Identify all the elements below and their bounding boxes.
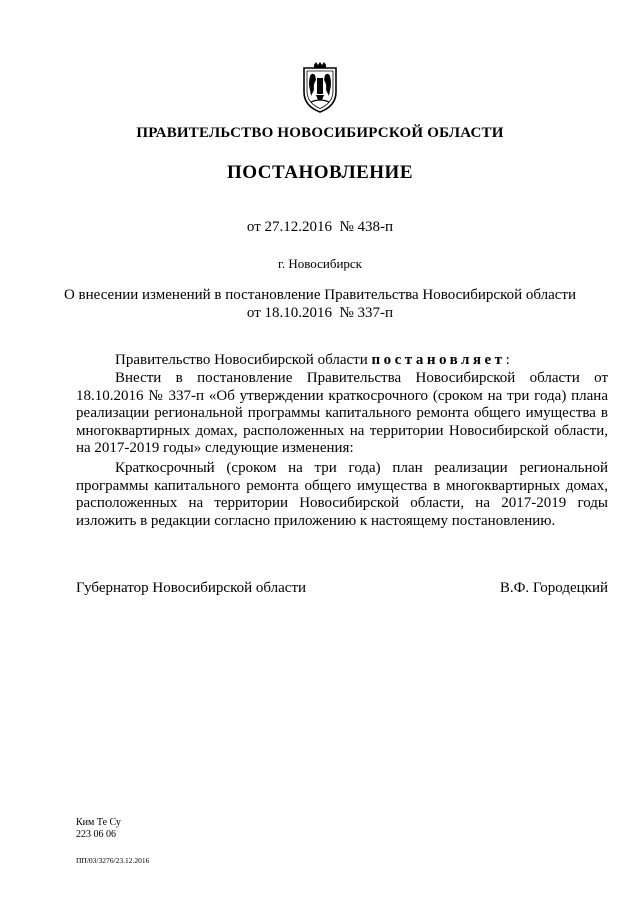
city: г. Новосибирск — [277, 256, 362, 271]
paragraph-plan: Краткосрочный (сроком на три года) план реализации региональной программы капитального ремонта общего имущества в многоквартирных домах, расположенных на территории Новосибирской области, на 2017-2019 годы изложить в редакции согласно приложению к настоящему постановлению. — [76, 460, 608, 529]
organization-title: ПРАВИТЕЛЬСТВО НОВОСИБИРСКОЙ ОБЛАСТИ — [136, 125, 504, 141]
date-and-number: от 27.12.2016 № 438-п — [246, 219, 394, 235]
coat-of-arms-icon — [302, 62, 338, 114]
decree-intro-colon: : — [505, 352, 510, 368]
subject-line-1: О внесении изменений в постановление Правительства Новосибирской области — [63, 287, 577, 303]
subject-line-2: от 18.10.2016 № 337-п — [246, 305, 394, 321]
paragraph-amendment: Внести в постановление Правительства Новосибирской области от 18.10.2016 № 337-п «Об утверждении краткосрочного (сроком на три года) плана реализации региональной программы капитального ремонта общего имущества в многоквартирных домах, расположенных на территории Новосибирской области, на 2017-2019 годы» следующие изменения: — [76, 370, 608, 456]
decree-intro-text: Правительство Новосибирской области — [115, 352, 372, 368]
document-type: ПОСТАНОВЛЕНИЕ — [226, 162, 414, 183]
signatory-title: Губернатор Новосибирской области — [76, 580, 307, 596]
executor-name: Ким Те Су — [76, 817, 121, 828]
decree-keyword: постановляет — [371, 352, 506, 368]
signatory-name: В.Ф. Городецкий — [499, 580, 608, 596]
decree-intro — [76, 352, 608, 370]
document-registration-code: ПП/03/3276/23.12.2016 — [76, 856, 150, 865]
executor-phone: 223 06 06 — [76, 829, 116, 840]
document-subject — [60, 286, 580, 322]
